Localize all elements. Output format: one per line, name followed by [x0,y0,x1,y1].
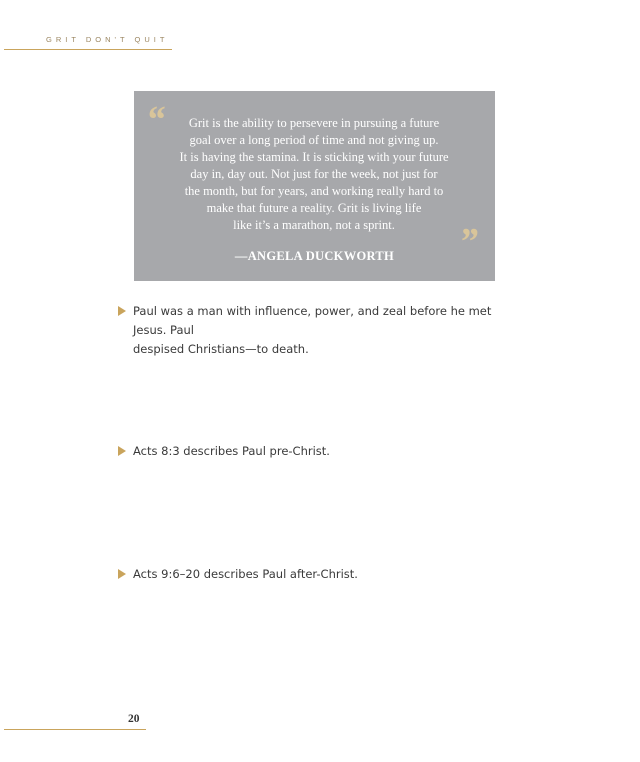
triangle-bullet-icon [118,306,126,316]
footer-rule [4,729,146,730]
open-quote-icon: “ [146,99,165,141]
bullet-line: Paul was a man with influence, power, and zeal before he met Jesus. Paul [133,304,492,337]
page-number: 20 [128,713,140,725]
close-quote-icon: ” [459,221,478,263]
quote-line: day in, day out. Not just for the week, not just for [190,167,438,181]
running-header: GRIT DON'T QUIT [46,35,169,44]
bullet-item [118,565,528,584]
quote-line: It is having the stamina. It is sticking with your future [179,150,449,164]
triangle-bullet-icon [118,569,126,579]
quote-line: Grit is the ability to persevere in pursuing a future [188,116,440,130]
quote-line: goal over a long period of time and not giving up. [189,133,439,147]
pull-quote-text [164,115,464,234]
header-rule [4,49,172,50]
quote-line: make that future a reality. Grit is living life [206,201,422,215]
quote-line: like it’s a marathon, not a sprint. [233,218,395,232]
pull-quote-box [134,91,495,281]
quote-attribution: —ANGELA DUCKWORTH [234,249,395,263]
triangle-bullet-icon [118,446,126,456]
quote-line: the month, but for years, and working really hard to [184,184,444,198]
bullet-item [118,442,528,461]
bullet-text: Acts 9:6–20 describes Paul after-Christ. [133,567,358,581]
bullet-item [118,302,528,359]
bullet-text: Acts 8:3 describes Paul pre-Christ. [133,444,330,458]
bullet-text [133,302,528,359]
bullet-line: despised Christians—to death. [133,342,309,356]
